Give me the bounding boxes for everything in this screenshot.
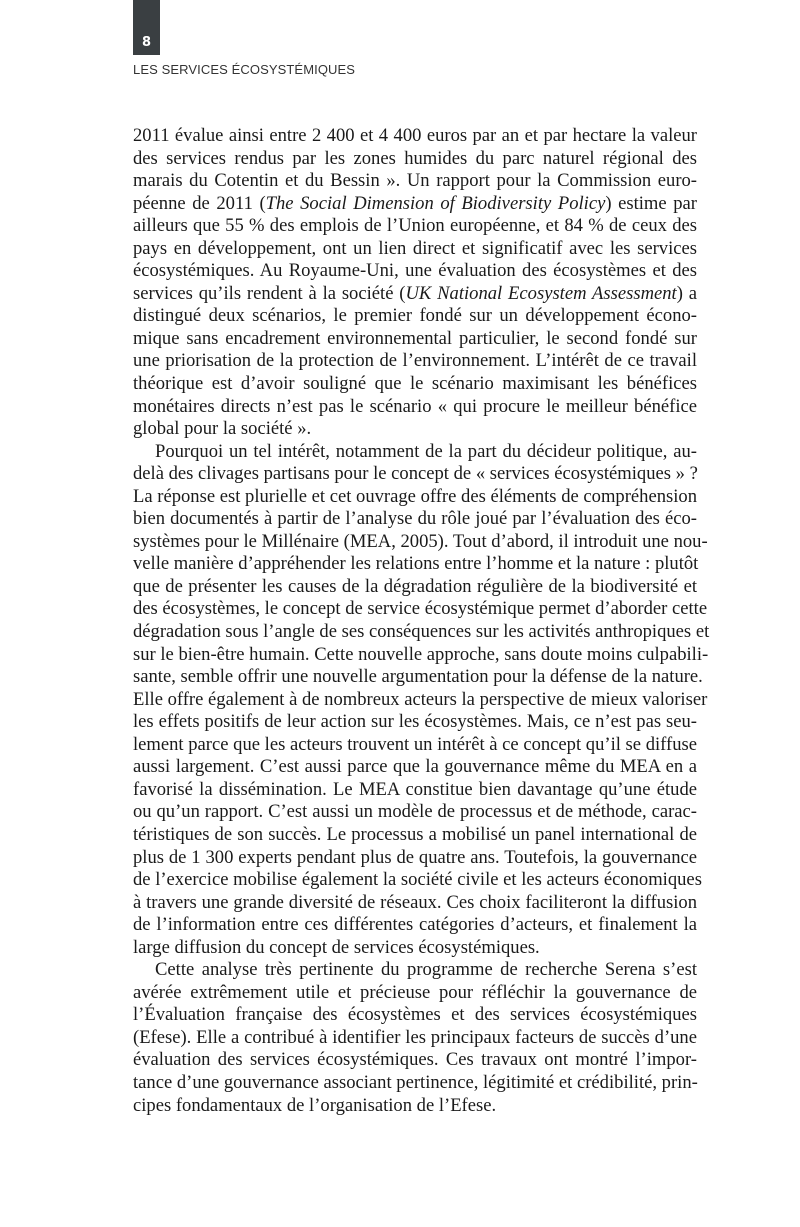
- text-line: dégradation sous l’angle de ses conséquences sur les activités anthropiques et: [133, 621, 710, 643]
- text-line: favorisé la dissémination. Le MEA constitue bien davantage qu’une étude: [133, 778, 697, 800]
- italic-title: UK National Ecosystem Assessment: [405, 282, 677, 304]
- text-line: Pourquoi un tel intérêt, notamment de la part du décideur politique, au-: [155, 440, 697, 462]
- text-line: Cette analyse très pertinente du programme de recherche Serena s’est: [155, 959, 697, 981]
- paragraph: [133, 959, 697, 1117]
- text-line: que de présenter les causes de la dégradation régulière de la biodiversité et: [133, 575, 697, 597]
- text-line: pays en développement, ont un lien direct et significatif avec les services: [133, 237, 697, 259]
- text-line: services qu’ils rendent à la société (UK National Ecosystem Assessment) a: [133, 282, 698, 304]
- text-line: sur le bien-être humain. Cette nouvelle approche, sans doute moins culpabili-: [133, 643, 709, 665]
- body-text: [133, 125, 710, 1117]
- text-line: tance d’une gouvernance associant pertinence, légitimité et crédibilité, prin-: [133, 1071, 698, 1093]
- text-line: évaluation des services écosystémiques. Ces travaux ont montré l’impor-: [133, 1049, 697, 1071]
- text-line: avérée extrêmement utile et précieuse pour réfléchir la gouvernance de: [133, 981, 697, 1003]
- text-line: les effets positifs de leur action sur les écosystèmes. Mais, ce n’est pas seu-: [133, 711, 697, 733]
- text-line: des services rendus par les zones humides du parc naturel régional des: [133, 147, 697, 169]
- text-line: péenne de 2011 (The Social Dimension of Biodiversity Policy) estime par: [133, 192, 697, 214]
- text-line: de l’information entre ces différentes catégories d’acteurs, et finalement la: [133, 914, 697, 936]
- text-line: téristiques de son succès. Le processus a mobilisé un panel international de: [133, 823, 697, 845]
- italic-title: The Social Dimension of Biodiversity Policy: [265, 192, 606, 214]
- text-line: ou qu’un rapport. C’est aussi un modèle de processus et de méthode, carac-: [133, 801, 697, 823]
- text-line: marais du Cotentin et du Bessin ». Un rapport pour la Commission euro-: [133, 170, 697, 192]
- text-line: mique sans encadrement environnemental particulier, le second fondé sur: [133, 327, 697, 349]
- text-line: ailleurs que 55 % des emplois de l’Union européenne, et 84 % de ceux des: [133, 215, 697, 237]
- paragraph: [133, 125, 697, 441]
- text-line: bien documentés à partir de l’analyse du rôle joué par l’évaluation des éco-: [133, 508, 697, 530]
- text-line: aussi largement. C’est aussi parce que la gouvernance même du MEA en a: [133, 756, 697, 778]
- text-line: théorique est d’avoir souligné que le scénario maximisant les bénéfices: [133, 373, 697, 395]
- text-line: une priorisation de la protection de l’environnement. L’intérêt de ce travail: [133, 350, 697, 372]
- text-line: large diffusion du concept de services écosystémiques.: [133, 936, 540, 958]
- page-number-tab: [133, 0, 160, 55]
- text-line: à travers une grande diversité de réseaux. Ces choix faciliteront la diffusion: [133, 891, 697, 913]
- text-line: delà des clivages partisans pour le concept de « services écosystémiques » ?: [133, 463, 698, 485]
- text-line: Elle offre également à de nombreux acteurs la perspective de mieux valoriser: [133, 688, 708, 710]
- text-line: monétaires directs n’est pas le scénario « qui procure le meilleur bénéfice: [133, 395, 697, 417]
- text-line: La réponse est plurielle et cet ouvrage offre des éléments de compréhension: [133, 485, 697, 507]
- page-number: 8: [141, 35, 152, 50]
- text-line: 2011 évalue ainsi entre 2 400 et 4 400 euros par an et par hectare la valeur: [133, 125, 697, 146]
- text-line: écosystémiques. Au Royaume-Uni, une évaluation des écosystèmes et des: [133, 260, 697, 282]
- text-line: systèmes pour le Millénaire (MEA, 2005). Tout d’abord, il introduit une nou-: [133, 530, 708, 552]
- text-line: lement parce que les acteurs trouvent un intérêt à ce concept qu’il se diffuse: [133, 733, 697, 755]
- text-line: distingué deux scénarios, le premier fondé sur un développement écono-: [133, 305, 697, 327]
- text-line: (Efese). Elle a contribué à identifier les principaux facteurs de succès d’une: [133, 1026, 697, 1048]
- text-line: cipes fondamentaux de l’organisation de l’Efese.: [133, 1094, 497, 1116]
- text-line: sante, semble offrir une nouvelle argumentation pour la défense de la nature.: [133, 666, 703, 688]
- paragraph: [133, 440, 710, 960]
- text-line: global pour la société ».: [133, 418, 312, 440]
- text-line: des écosystèmes, le concept de service écosystémique permet d’aborder cette: [133, 598, 708, 620]
- running-title: LES SERVICES ÉCOSYSTÉMIQUES: [133, 62, 356, 77]
- text-line: plus de 1 300 experts pendant plus de quatre ans. Toutefois, la gouvernance: [133, 846, 697, 868]
- text-line: velle manière d’appréhender les relations entre l’homme et la nature : plutôt: [133, 553, 699, 575]
- text-line: de l’exercice mobilise également la société civile et les acteurs économiques: [133, 869, 702, 891]
- text-line: l’Évaluation française des écosystèmes et des services écosystémiques: [133, 1004, 697, 1026]
